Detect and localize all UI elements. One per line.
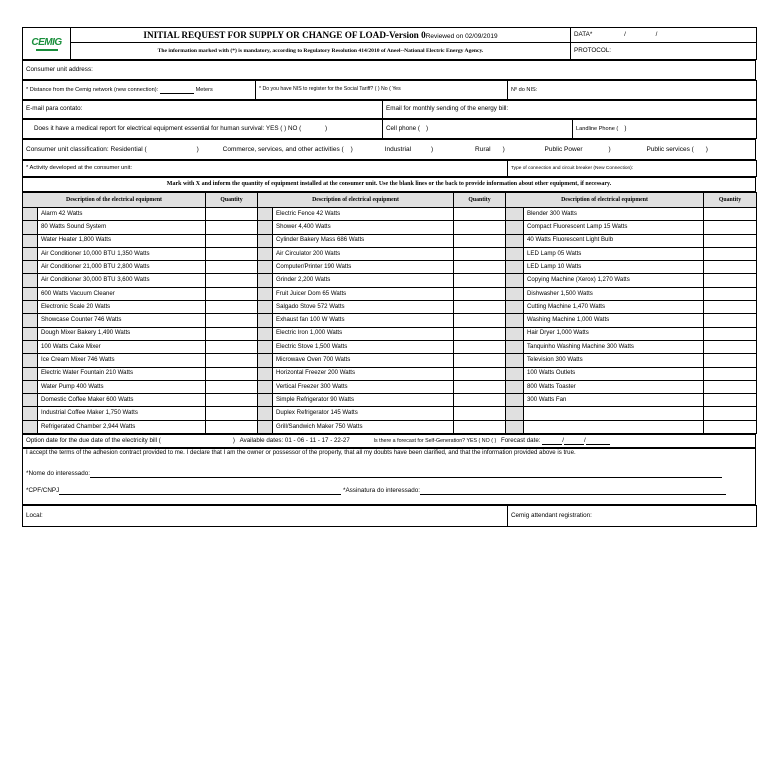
quantity-input[interactable]: [704, 340, 757, 353]
equipment-header-qty-2: Quantity: [454, 193, 506, 208]
equipment-description: Water Pump 400 Watts: [38, 380, 206, 393]
quantity-input[interactable]: [704, 301, 757, 314]
quantity-input[interactable]: [206, 301, 258, 314]
equipment-description: 80 Watts Sound System: [38, 221, 206, 234]
mark-box[interactable]: [258, 367, 273, 380]
quantity-input[interactable]: [454, 221, 506, 234]
quantity-input[interactable]: [454, 287, 506, 300]
address-field[interactable]: Consumer unit address:: [23, 61, 756, 80]
mark-box[interactable]: [258, 274, 273, 287]
email-bill-field[interactable]: Email for monthly sending of the energy bill:: [383, 101, 757, 119]
mark-box[interactable]: [258, 407, 273, 420]
quantity-input[interactable]: [454, 327, 506, 340]
quantity-input[interactable]: [454, 340, 506, 353]
quantity-input[interactable]: [454, 354, 506, 367]
accept-terms: I accept the terms of the adhesion contract provided to me. I declare that I am the owner or possessor of the property, that all my doubts have been clarified, and that the information provided above is true.: [26, 449, 576, 457]
quantity-input[interactable]: [454, 367, 506, 380]
quantity-input[interactable]: [704, 367, 757, 380]
table-row: [23, 354, 757, 367]
table-row: [23, 301, 757, 314]
table-row: [23, 407, 757, 420]
equipment-description: Alarm 42 Watts: [38, 208, 206, 221]
distance-field[interactable]: * Distance from the Cemig network (new connection): Meters: [23, 81, 256, 100]
quantity-input[interactable]: [206, 340, 258, 353]
quantity-input[interactable]: [206, 221, 258, 234]
table-row: [23, 394, 757, 407]
mark-box[interactable]: [506, 394, 524, 407]
quantity-input[interactable]: [206, 327, 258, 340]
equipment-description: Grinder 2,200 Watts: [273, 274, 454, 287]
mark-box[interactable]: [506, 221, 524, 234]
equipment-description: 300 Watts Fan: [524, 394, 704, 407]
mark-box[interactable]: [23, 340, 38, 353]
equipment-description: Exhaust fan 100 W Watts: [273, 314, 454, 327]
quantity-input[interactable]: [206, 380, 258, 393]
quantity-input[interactable]: [704, 314, 757, 327]
quantity-input[interactable]: [454, 314, 506, 327]
header-table: [22, 27, 757, 60]
connection-type-field[interactable]: Type of connection and circuit breaker (New Connection):: [508, 161, 757, 177]
equipment-description: Washing Machine 1,000 Watts: [524, 314, 704, 327]
mark-box[interactable]: [258, 287, 273, 300]
mark-box[interactable]: [23, 394, 38, 407]
equipment-description: Shower 4,400 Watts: [273, 221, 454, 234]
mark-box[interactable]: [506, 208, 524, 221]
equipment-description: Air Conditioner 30,000 BTU 3,600 Watts: [38, 274, 206, 287]
equipment-description: Television 300 Watts: [524, 354, 704, 367]
quantity-input[interactable]: [454, 234, 506, 247]
quantity-input[interactable]: [454, 208, 506, 221]
quantity-input[interactable]: [206, 261, 258, 274]
request-form: [22, 27, 756, 527]
equipment-description: Cutting Machine 1,470 Watts: [524, 301, 704, 314]
mark-box[interactable]: [23, 221, 38, 234]
equipment-header-qty-1: Quantity: [206, 193, 258, 208]
quantity-input[interactable]: [704, 208, 757, 221]
mark-box[interactable]: [23, 247, 38, 260]
equipment-description: Fruit Juicer Dom 65 Watts: [273, 287, 454, 300]
quantity-input[interactable]: [454, 394, 506, 407]
mark-box[interactable]: [23, 208, 38, 221]
cemig-logo: CEMIG: [23, 28, 71, 60]
equipment-description: Industrial Coffee Maker 1,750 Watts: [38, 407, 206, 420]
equipment-description: Dough Mixer Bakery 1,490 Watts: [38, 327, 206, 340]
equipment-description: Air Circulator 200 Watts: [273, 247, 454, 260]
nis-question[interactable]: * Do you have NIS to register for the Social Tariff? ( ) No ( Yes: [256, 81, 508, 100]
equipment-description: Cylinder Bakery Mass 686 Watts: [273, 234, 454, 247]
mark-box[interactable]: [258, 340, 273, 353]
mark-box[interactable]: [23, 274, 38, 287]
quantity-input[interactable]: [454, 261, 506, 274]
mark-box[interactable]: [23, 354, 38, 367]
mark-box[interactable]: [258, 221, 273, 234]
equipment-header-qty-3: Quantity: [704, 193, 757, 208]
quantity-input[interactable]: [206, 407, 258, 420]
quantity-input[interactable]: [206, 287, 258, 300]
equipment-description: Domestic Coffee Maker 600 Watts: [38, 394, 206, 407]
email-field[interactable]: E-mail para contato:: [23, 101, 383, 119]
quantity-input[interactable]: [704, 234, 757, 247]
mark-box[interactable]: [23, 234, 38, 247]
equipment-description: Computer/Printer 190 Watts: [273, 261, 454, 274]
equipment-description: [524, 407, 704, 420]
quantity-input[interactable]: [206, 234, 258, 247]
table-row: [23, 234, 757, 247]
quantity-input[interactable]: [704, 420, 757, 433]
equipment-description: Refrigerated Chamber 2,944 Watts: [38, 420, 206, 433]
landline-field[interactable]: Landline Phone ( ): [573, 120, 757, 139]
quantity-input[interactable]: [704, 394, 757, 407]
mark-box[interactable]: [506, 314, 524, 327]
mark-box[interactable]: [506, 367, 524, 380]
equipment-description: Grill/Sandwich Maker 750 Watts: [273, 420, 454, 433]
equipment-description: Vertical Freezer 300 Watts: [273, 380, 454, 393]
mark-box[interactable]: [23, 380, 38, 393]
mark-box[interactable]: [258, 394, 273, 407]
mark-box[interactable]: [506, 234, 524, 247]
equipment-description: LED Lamp 05 Watts: [524, 247, 704, 260]
mark-box[interactable]: [23, 261, 38, 274]
equipment-description: Microwave Oven 700 Watts: [273, 354, 454, 367]
table-row: [23, 420, 757, 433]
quantity-input[interactable]: [454, 301, 506, 314]
attendant-field[interactable]: Cemig attendant registration:: [508, 506, 757, 527]
equipment-description: Electronic Scale 20 Watts: [38, 301, 206, 314]
mark-box[interactable]: [258, 261, 273, 274]
mark-box[interactable]: [23, 407, 38, 420]
equipment-description: Tanquinho Washing Machine 300 Watts: [524, 340, 704, 353]
equipment-description: [524, 420, 704, 433]
table-row: [23, 208, 757, 221]
mark-box[interactable]: [23, 367, 38, 380]
mark-box[interactable]: [23, 327, 38, 340]
mark-box[interactable]: [506, 407, 524, 420]
date-field[interactable]: DATA* / /: [571, 28, 757, 43]
mark-box[interactable]: [506, 301, 524, 314]
quantity-input[interactable]: [704, 221, 757, 234]
table-row: [23, 261, 757, 274]
table-row: [23, 380, 757, 393]
quantity-input[interactable]: [206, 354, 258, 367]
equipment-description: Water Heater 1,800 Watts: [38, 234, 206, 247]
equipment-description: Electric Iron 1,000 Watts: [273, 327, 454, 340]
quantity-input[interactable]: [206, 394, 258, 407]
medical-report-field[interactable]: Does it have a medical report for electrical equipment essential for human survival: YES ( ) NO ( ): [23, 120, 383, 139]
equipment-description: Blender 300 Watts: [524, 208, 704, 221]
equipment-description: Copying Machine (Xerox) 1,270 Watts: [524, 274, 704, 287]
equipment-description: Air Conditioner 21,000 BTU 2,800 Watts: [38, 261, 206, 274]
quantity-input[interactable]: [206, 314, 258, 327]
mark-box[interactable]: [506, 261, 524, 274]
quantity-input[interactable]: [206, 208, 258, 221]
mark-box[interactable]: [506, 274, 524, 287]
equipment-description: Simple Refrigerator 90 Watts: [273, 394, 454, 407]
mark-box[interactable]: [506, 247, 524, 260]
equipment-description: 100 Watts Cake Mixer: [38, 340, 206, 353]
table-row: [23, 221, 757, 234]
mark-box[interactable]: [258, 247, 273, 260]
due-date-row[interactable]: Option date for the due date of the electricity bill ( ) Available dates: 01 - 06 - 11 - 17 - 22-27 Is there a forecast for Self-Generation? YES ( NO ( ) Forecast date: / /: [23, 435, 756, 448]
quantity-input[interactable]: [704, 287, 757, 300]
equipment-header-desc-2: Description of electrical equipment: [258, 193, 454, 208]
equipment-description: Electric Water Fountain 210 Watts: [38, 367, 206, 380]
instructions: Mark with X and inform the quantity of equipment installed at the consumer unit. Use the blank lines or the back to provide information about other equipment, if necessary.: [23, 178, 756, 192]
quantity-input[interactable]: [704, 354, 757, 367]
equipment-description: LED Lamp 10 Watts: [524, 261, 704, 274]
quantity-input[interactable]: [704, 274, 757, 287]
table-row: [23, 327, 757, 340]
equipment-description: Ice Cream Mixer 746 Watts: [38, 354, 206, 367]
equipment-description: Compact Fluorescent Lamp 15 Watts: [524, 221, 704, 234]
table-row: [23, 314, 757, 327]
equipment-description: Dishwasher 1,500 Watts: [524, 287, 704, 300]
declaration-block: [23, 449, 756, 505]
protocol-field[interactable]: PROTOCOL:: [571, 43, 757, 60]
table-row: [23, 287, 757, 300]
classification-row[interactable]: Consumer unit classification: Residential ( ) Commerce, services, and other activities ( ) Industrial ) Rural ) Public Power ) Public services ( ): [23, 140, 756, 160]
activity-field[interactable]: * Activity developed at the consumer unit:: [23, 161, 508, 177]
table-row: [23, 274, 757, 287]
local-field[interactable]: Local:: [23, 506, 508, 527]
equipment-description: Electric Fence 42 Watts: [273, 208, 454, 221]
mark-box[interactable]: [23, 314, 38, 327]
equipment-header-desc-3: Description of electrical equipment: [506, 193, 704, 208]
quantity-input[interactable]: [704, 247, 757, 260]
mark-box[interactable]: [258, 420, 273, 433]
mark-box[interactable]: [258, 327, 273, 340]
equipment-header-desc-1: Description of the electrical equipment: [23, 193, 206, 208]
mark-box[interactable]: [258, 208, 273, 221]
equipment-description: Air Conditioner 10,000 BTU 1,350 Watts: [38, 247, 206, 260]
equipment-description: 40 Watts Fluorescent Light Bulb: [524, 234, 704, 247]
quantity-input[interactable]: [704, 261, 757, 274]
equipment-description: Showcase Counter 746 Watts: [38, 314, 206, 327]
mark-box[interactable]: [23, 420, 38, 433]
equipment-description: 100 Watts Outlets: [524, 367, 704, 380]
mark-box[interactable]: [258, 314, 273, 327]
mark-box[interactable]: [506, 354, 524, 367]
equipment-description: Salgado Stove 572 Watts: [273, 301, 454, 314]
quantity-input[interactable]: [454, 380, 506, 393]
mark-box[interactable]: [23, 287, 38, 300]
mark-box[interactable]: [258, 234, 273, 247]
mark-box[interactable]: [506, 420, 524, 433]
mark-box[interactable]: [23, 301, 38, 314]
cpf-signature-row[interactable]: *CPF/CNPJ *Assinatura do interessado:: [26, 488, 752, 495]
mark-box[interactable]: [506, 287, 524, 300]
equipment-description: Electric Stove 1,500 Watts: [273, 340, 454, 353]
cell-phone-field[interactable]: Cell phone ( ): [383, 120, 573, 139]
nis-number-field[interactable]: Nº do NIS:: [508, 81, 757, 100]
table-row: [23, 247, 757, 260]
equipment-description: 600 Watts Vacuum Cleaner: [38, 287, 206, 300]
equipment-description: Horizontal Freezer 200 Watts: [273, 367, 454, 380]
mark-box[interactable]: [258, 301, 273, 314]
mark-box[interactable]: [506, 327, 524, 340]
quantity-input[interactable]: [454, 247, 506, 260]
subtitle: The information marked with (*) is mandatory, according to Regulatory Resolution 414/2010 of Aneel--National Electric Energy Agency.: [71, 43, 571, 60]
quantity-input[interactable]: [206, 247, 258, 260]
mark-box[interactable]: [258, 380, 273, 393]
equipment-table: [22, 192, 757, 434]
quantity-input[interactable]: [206, 274, 258, 287]
name-field[interactable]: *Nome do interessado:: [26, 471, 752, 478]
mark-box[interactable]: [506, 340, 524, 353]
equipment-description: Duplex Refrigerator 145 Watts: [273, 407, 454, 420]
quantity-input[interactable]: [454, 407, 506, 420]
mark-box[interactable]: [258, 354, 273, 367]
table-row: [23, 367, 757, 380]
quantity-input[interactable]: [206, 420, 258, 433]
quantity-input[interactable]: [704, 327, 757, 340]
equipment-description: 800 Watts Toaster: [524, 380, 704, 393]
quantity-input[interactable]: [454, 274, 506, 287]
quantity-input[interactable]: [704, 380, 757, 393]
quantity-input[interactable]: [454, 420, 506, 433]
equipment-description: Hair Dryer 1,000 Watts: [524, 327, 704, 340]
quantity-input[interactable]: [206, 367, 258, 380]
table-row: [23, 340, 757, 353]
quantity-input[interactable]: [704, 407, 757, 420]
page-title: INITIAL REQUEST FOR SUPPLY OR CHANGE OF LOAD-Version 0Reviewed on 02/09/2019: [71, 28, 571, 43]
mark-box[interactable]: [506, 380, 524, 393]
